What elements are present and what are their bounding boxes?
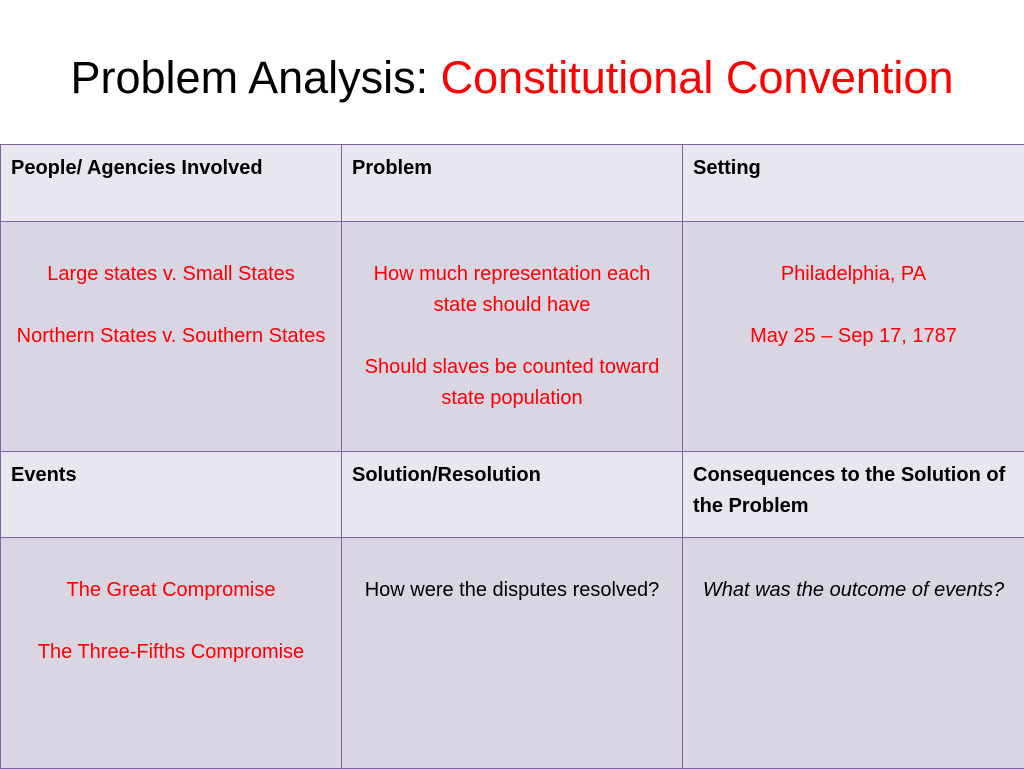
content-row-bottom [1,538,1024,769]
solution-question: How were the disputes resolved? [352,575,672,606]
title-highlight: Constitutional Convention [441,52,954,103]
header-problem: Problem [342,145,683,222]
problem-analysis-table [0,144,1024,769]
consequences-question: What was the outcome of events? [693,575,1014,606]
cell-events [1,538,342,769]
header-events: Events [1,452,342,538]
cell-solution [342,538,683,769]
problem-item: How much representation each state should have [352,259,672,321]
cell-people-agencies [1,222,342,452]
cell-consequences [683,538,1024,769]
header-solution: Solution/Resolution [342,452,683,538]
cell-problem [342,222,683,452]
problem-item: Should slaves be counted toward state population [352,352,672,414]
event-item: The Three-Fifths Compromise [11,637,331,668]
header-row-bottom [1,452,1024,538]
setting-dates: May 25 – Sep 17, 1787 [693,321,1014,352]
cell-setting [683,222,1024,452]
setting-place: Philadelphia, PA [693,259,1014,290]
header-people-agencies: People/ Agencies Involved [1,145,342,222]
slide-title [0,52,1024,104]
header-setting: Setting [683,145,1024,222]
header-row-top [1,145,1024,222]
title-prefix: Problem Analysis: [71,52,441,103]
people-item: Northern States v. Southern States [11,321,331,352]
header-consequences: Consequences to the Solution of the Problem [683,452,1024,538]
event-item: The Great Compromise [11,575,331,606]
people-item: Large states v. Small States [11,259,331,290]
content-row-top [1,222,1024,452]
